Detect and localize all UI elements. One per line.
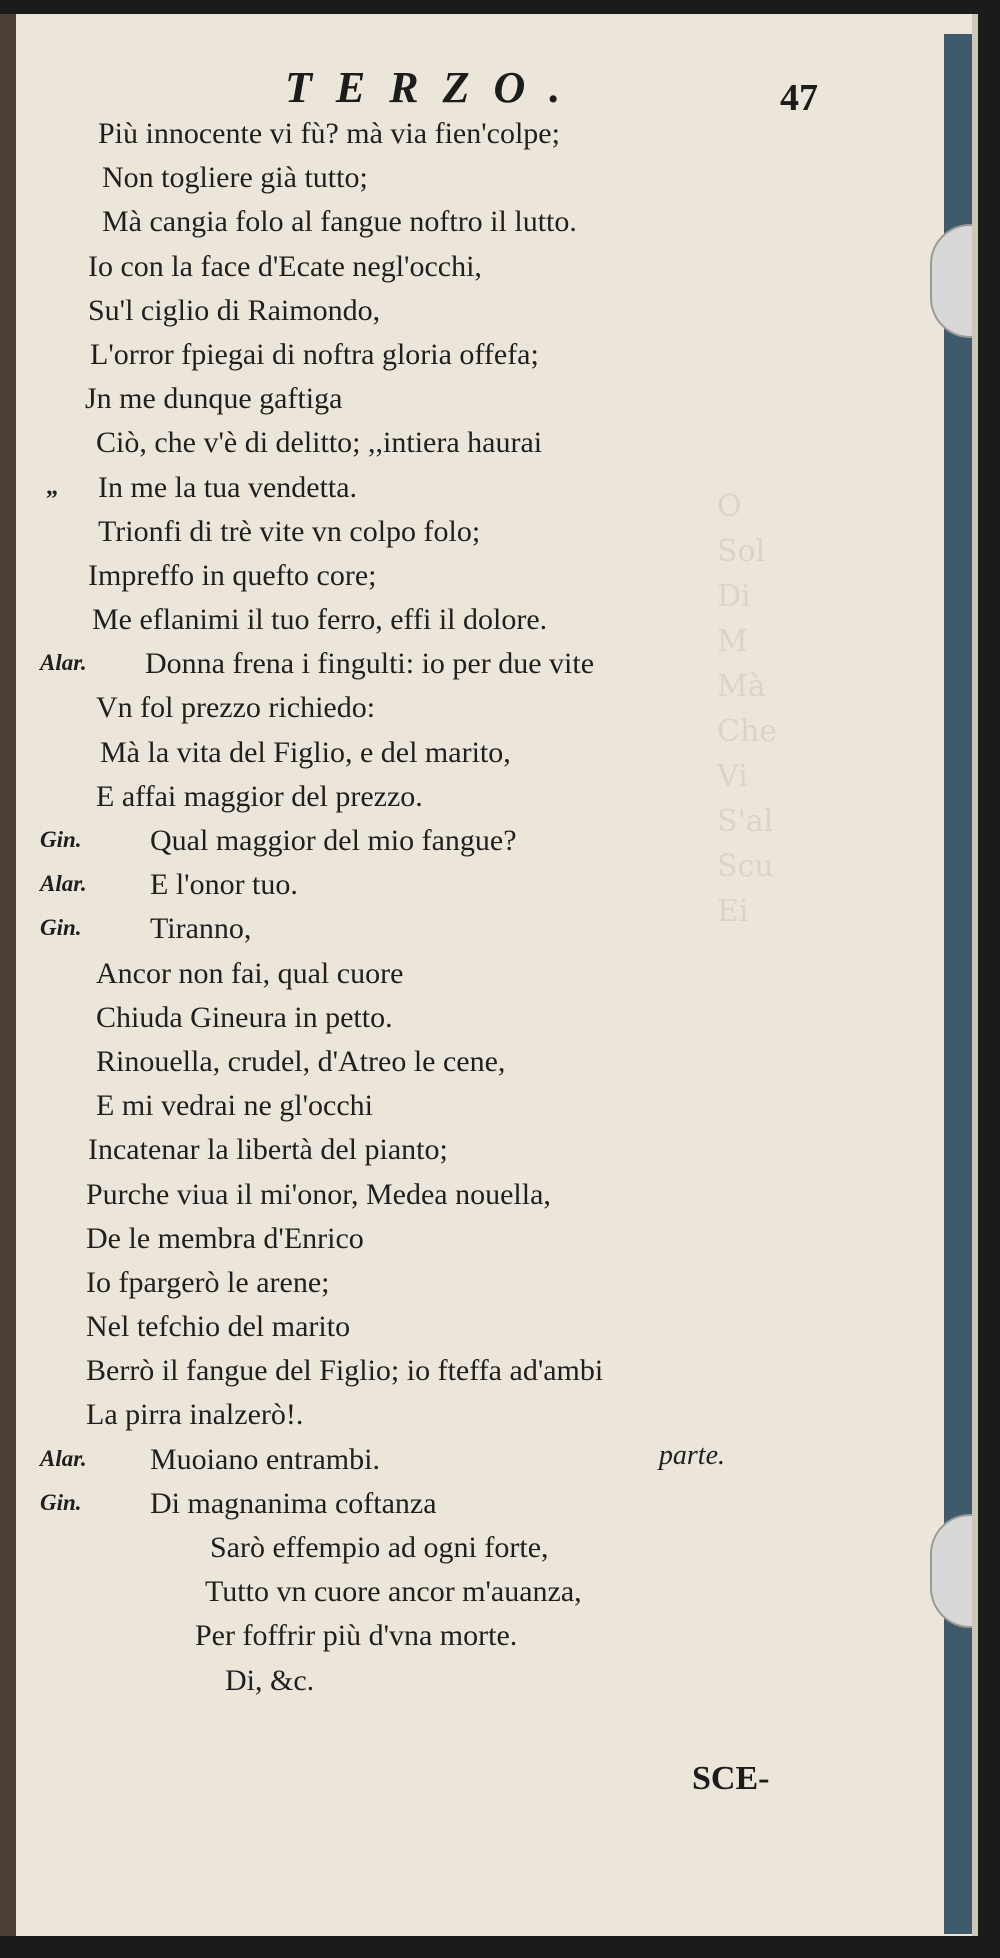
verse-text: E l'onor tuo. [150, 868, 298, 902]
verse-line [0, 954, 972, 998]
verse-line [0, 423, 972, 467]
verse-line [0, 1661, 972, 1705]
verse-text: E affai maggior del prezzo. [96, 779, 423, 813]
verse-text: Vn fol prezzo richiedo: [96, 691, 376, 725]
speaker-label: Gin. [40, 915, 82, 941]
speaker-label: Alar. [40, 871, 87, 897]
verse-line [0, 644, 972, 688]
verse-line [0, 1484, 972, 1528]
book-page [0, 14, 978, 1936]
verse-text: Impreffo in quefto core; [88, 558, 377, 592]
verse-line [0, 688, 972, 732]
verse-line [0, 733, 972, 777]
show-through-text: O Sol Di M Mà Che Vi S'al Scu Ei [717, 489, 778, 929]
verse-text: De le membra d'Enrico [86, 1221, 364, 1255]
verse-line [0, 1351, 972, 1395]
verse-text: Rinouella, crudel, d'Atreo le cene, [96, 1044, 506, 1078]
verse-line [0, 1175, 972, 1219]
verse-line [0, 247, 972, 291]
verse-text: Incatenar la libertà del pianto; [88, 1133, 448, 1167]
quotation-mark: „ [46, 473, 58, 500]
verse-line [0, 1086, 972, 1130]
verse-line [0, 998, 972, 1042]
speaker-label: Alar. [40, 650, 87, 676]
verse-text: Purche viua il mi'onor, Medea nouella, [86, 1177, 551, 1211]
verse-line [0, 1307, 972, 1351]
verse-line [0, 291, 972, 335]
verse-text: Muoiano entrambi. [150, 1442, 380, 1476]
verse-line [0, 379, 972, 423]
verse-text: Nel tefchio del marito [86, 1310, 351, 1344]
verse-line [0, 1130, 972, 1174]
speaker-label: Gin. [40, 1489, 82, 1515]
verse-line [0, 1219, 972, 1263]
running-head: TERZO. [285, 63, 585, 112]
verse-line [0, 1572, 972, 1616]
verse-text: In me la tua vendetta. [98, 470, 358, 504]
verse-line [0, 1395, 972, 1439]
verse-line [0, 468, 972, 512]
speaker-label: Alar. [40, 1445, 87, 1471]
stage-direction: parte. [658, 1439, 725, 1471]
verse-text: Di, &c. [225, 1663, 315, 1697]
verse-text: Ciò, che v'è di delitto; ,,intiera haurai [96, 426, 543, 460]
verse-line [0, 865, 972, 909]
verse-text: E mi vedrai ne gl'occhi [96, 1089, 373, 1123]
verse-line [0, 1263, 972, 1307]
verse-text: Mà cangia folo al fangue noftro il lutto. [102, 205, 577, 239]
page-number: 47 [780, 77, 818, 119]
page-header [0, 62, 972, 122]
verse-text: L'orror fpiegai di noftra gloria offefa; [90, 337, 539, 371]
verse-text: Donna frena i fingulti: io per due vite [145, 647, 595, 681]
verse-text: Su'l ciglio di Raimondo, [88, 293, 381, 327]
verse-line [0, 556, 972, 600]
verse-text: Di magnanima coftanza [150, 1486, 437, 1520]
verse-line [0, 1528, 972, 1572]
verse-text: Io fpargerò le arene; [86, 1265, 330, 1299]
verse-line [0, 1440, 972, 1484]
verse-line [0, 777, 972, 821]
verse-text: Qual maggior del mio fangue? [150, 824, 517, 857]
verse-line [0, 335, 972, 379]
verse-line [0, 821, 972, 865]
catchword: SCE- [692, 1760, 770, 1797]
verse-text: Trionfi di trè vite vn colpo folo; [98, 514, 481, 548]
verse-text: Tutto vn cuore ancor m'auanza, [205, 1575, 582, 1609]
verse-line [0, 1042, 972, 1086]
verse-text: La pirra inalzerò!. [86, 1398, 304, 1432]
verse-text: Ancor non fai, qual cuore [96, 956, 404, 990]
verse-text: Me eflanimi il tuo ferro, effi il dolore. [92, 603, 548, 637]
verse-text: Per foffrir più d'vna morte. [195, 1619, 518, 1653]
verse-text: Mà la vita del Figlio, e del marito, [100, 735, 511, 769]
verse-line [0, 1616, 972, 1660]
verse-text: Jn me dunque gaftiga [85, 382, 343, 416]
verse-text: Più innocente vi fù? mà via fien'colpe; [98, 117, 560, 150]
verse-line [0, 158, 972, 202]
verse-line [0, 600, 972, 644]
verse-line [0, 114, 972, 158]
verse-line [0, 909, 972, 953]
verse-text: Tiranno, [150, 912, 252, 946]
verse-text: Io con la face d'Ecate negl'occhi, [88, 249, 482, 283]
verse-text: Berrò il fangue del Figlio; io fteffa ad'ambi [86, 1354, 604, 1388]
verse-text: Sarò effempio ad ogni forte, [210, 1531, 549, 1564]
verse-line [0, 202, 972, 246]
verse-text: Chiuda Gineura in petto. [96, 1000, 393, 1034]
verse-text: Non togliere già tutto; [102, 161, 368, 195]
verse-lines [0, 114, 972, 1705]
verse-line [0, 512, 972, 556]
speaker-label: Gin. [40, 827, 82, 852]
